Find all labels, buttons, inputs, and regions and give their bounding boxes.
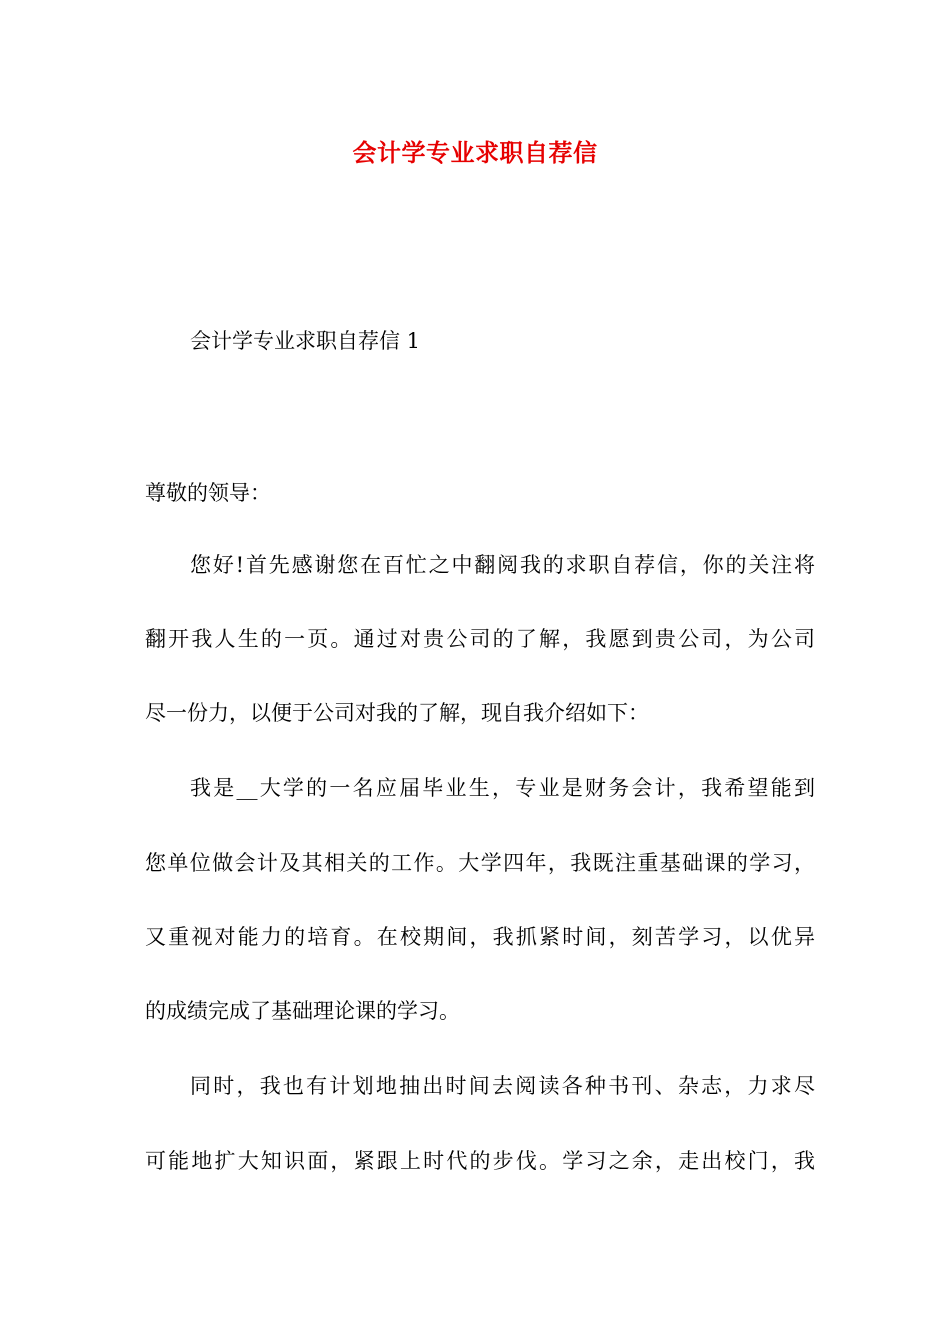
letter-heading: 会计学专业求职自荐信 1 bbox=[190, 329, 421, 353]
paragraph-line: 尽一份力，以便于公司对我的了解，现自我介绍如下： bbox=[145, 701, 649, 725]
document-title: 会计学专业求职自荐信 bbox=[352, 138, 598, 167]
paragraph-line: 可能地扩大知识面，紧跟上时代的步伐。学习之余，走出校门，我 bbox=[145, 1149, 815, 1173]
paragraph-line: 又重视对能力的培育。在校期间，我抓紧时间，刻苦学习，以优异 bbox=[145, 925, 815, 949]
paragraph-line: 我是__大学的一名应届毕业生，专业是财务会计，我希望能到 bbox=[190, 776, 815, 800]
paragraph-line: 您好!首先感谢您在百忙之中翻阅我的求职自荐信，你的关注将 bbox=[190, 553, 815, 577]
paragraph-line: 的成绩完成了基础理论课的学习。 bbox=[145, 999, 460, 1023]
paragraph-line: 翻开我人生的一页。通过对贵公司的了解，我愿到贵公司，为公司 bbox=[145, 627, 815, 651]
salutation: 尊敬的领导： bbox=[145, 481, 271, 505]
paragraph-line: 您单位做会计及其相关的工作。大学四年，我既注重基础课的学习， bbox=[145, 851, 815, 875]
paragraph-line: 同时，我也有计划地抽出时间去阅读各种书刊、杂志，力求尽 bbox=[190, 1074, 815, 1098]
